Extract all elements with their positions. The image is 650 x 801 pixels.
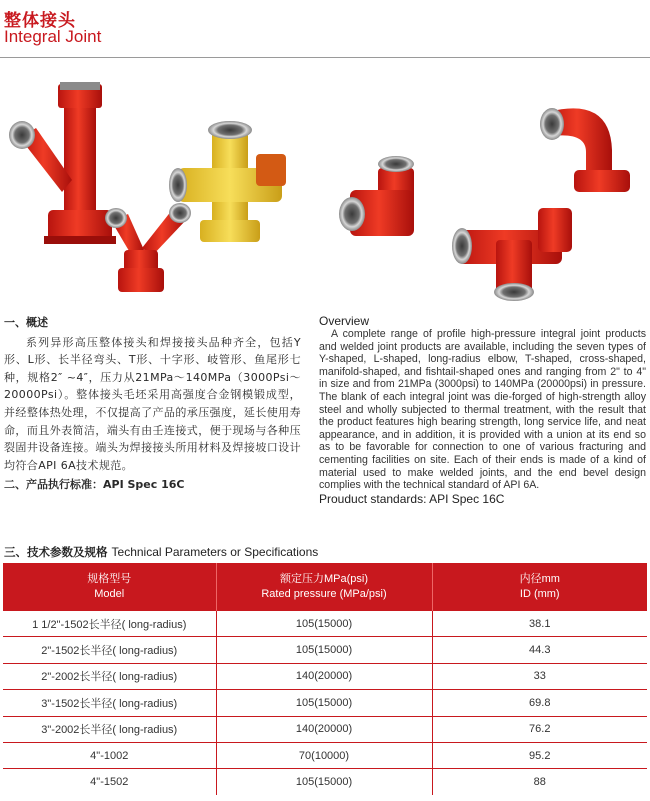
header-model-cn: 规格型号 xyxy=(87,573,132,585)
table-row xyxy=(3,716,647,742)
table-row xyxy=(3,742,647,768)
product-standard-en: Prouduct standards: API Spec 16C xyxy=(319,491,505,506)
y-joint-small-image xyxy=(105,203,191,292)
title-divider xyxy=(0,57,650,58)
cell-model: 4"-1002 xyxy=(3,742,216,768)
product-standard-cn: 二、产品执行标准：API Spec 16C xyxy=(4,478,185,492)
cell-model: 2"-2002长半径( long-radius) xyxy=(3,663,216,689)
header-id-en: ID (mm) xyxy=(519,588,560,600)
header-pressure-en: Rated pressure (MPa/psi) xyxy=(261,588,387,600)
product-photos xyxy=(0,60,650,310)
header-id xyxy=(432,563,647,611)
cell-id: 95.2 xyxy=(432,742,647,768)
overview-en-heading: Overview xyxy=(319,314,370,328)
header-pressure xyxy=(216,563,432,611)
table-row xyxy=(3,611,647,637)
cell-id: 76.2 xyxy=(432,716,647,742)
cell-pressure: 105(15000) xyxy=(216,611,432,637)
specs-table xyxy=(3,563,647,795)
cell-pressure: 70(10000) xyxy=(216,742,432,768)
table-row xyxy=(3,690,647,716)
cell-pressure: 105(15000) xyxy=(216,637,432,663)
table-row xyxy=(3,637,647,663)
cell-id: 38.1 xyxy=(432,611,647,637)
cell-model: 4"-1502 xyxy=(3,769,216,795)
specs-title-cn: 三、技术参数及规格 xyxy=(4,545,112,559)
cell-pressure: 105(15000) xyxy=(216,690,432,716)
overview-en-section xyxy=(319,314,646,506)
header-id-cn: 内径mm xyxy=(519,573,560,585)
cell-id: 88 xyxy=(533,776,546,789)
specs-header-row xyxy=(3,563,647,611)
page-title-cn: 整体接头 xyxy=(4,11,76,31)
cell-id: 33 xyxy=(432,663,647,689)
cell-pressure: 140(20000) xyxy=(216,663,432,689)
overview-cn-paragraph: 系列异形高压整体接头和焊接接头品种齐全，包括Y形、L形、长半径弯头、T形、十字形、岐管形、鱼尾形七种，规格2″ ~4″，压力从21MPa～140MPa（3000Psi～20000Psi）。整体接头毛坯采用高强度合金钢模锻成型，并经整体热处理，不仅提高了产品的承压强度，延长使用寿命，而且外表简洁，端头有由壬连接式，便于现场与各种压裂固井设备连接。端头为焊接接头所用材料及焊接坡口设计均符合API 6A技术规范。 xyxy=(4,335,301,472)
y-joint-large-image xyxy=(9,82,116,244)
cell-model: 3"-2002长半径( long-radius) xyxy=(3,716,216,742)
header-model xyxy=(3,563,216,611)
header-model-en: Model xyxy=(94,588,125,600)
yellow-joint-image xyxy=(169,121,286,242)
tee-joint-image xyxy=(452,208,572,301)
table-row xyxy=(3,663,647,689)
long-radius-elbow-image xyxy=(540,108,630,192)
cell-pressure: 105(15000) xyxy=(216,769,432,795)
page-title-en: Integral Joint xyxy=(4,27,102,46)
overview-cn-heading: 一、概述 xyxy=(4,316,48,329)
overview-cn-section xyxy=(4,314,301,494)
table-row xyxy=(3,769,647,795)
specs-title xyxy=(4,544,318,560)
cell-id: 44.3 xyxy=(432,637,647,663)
specs-title-en: Technical Parameters or Specifications xyxy=(111,545,319,559)
cell-model: 1 1/2"-1502长半径( long-radius) xyxy=(3,611,216,637)
cell-model: 2"-1502长半径( long-radius) xyxy=(3,637,216,663)
cell-pressure: 140(20000) xyxy=(216,716,432,742)
header-pressure-cn: 额定压力MPa(psi) xyxy=(279,573,368,585)
l-joint-image xyxy=(339,156,414,236)
cell-model: 3"-1502长半径( long-radius) xyxy=(3,690,216,716)
overview-en-paragraph: A complete range of profile high-pressure integral joint products and welded joint products are available, including the seven types of Y-shaped, L-shaped, long-radius elbow, T-shaped, cross-shaped, manifold-shaped, and fishtail-shaped ones and ranging from 2" to 4" in size and from 21MPa (3000psi) to 140MPa (20000psi) in pressure. The blank of each integral joint was die-forged of high-strength alloy steel and wholly subjected to thermal treatment, with the result that the product features high bearing strength, long service life, and neat appearance, and in addition, it is provided with a union at its end so as to be favorable for connection to one of various fracturing and cementing facilities on site. Each of their ends is made of a kind of material used to make welded joints, and the end bevel design complies with the technical standard of API 6A. xyxy=(319,328,646,492)
cell-id: 69.8 xyxy=(432,690,647,716)
